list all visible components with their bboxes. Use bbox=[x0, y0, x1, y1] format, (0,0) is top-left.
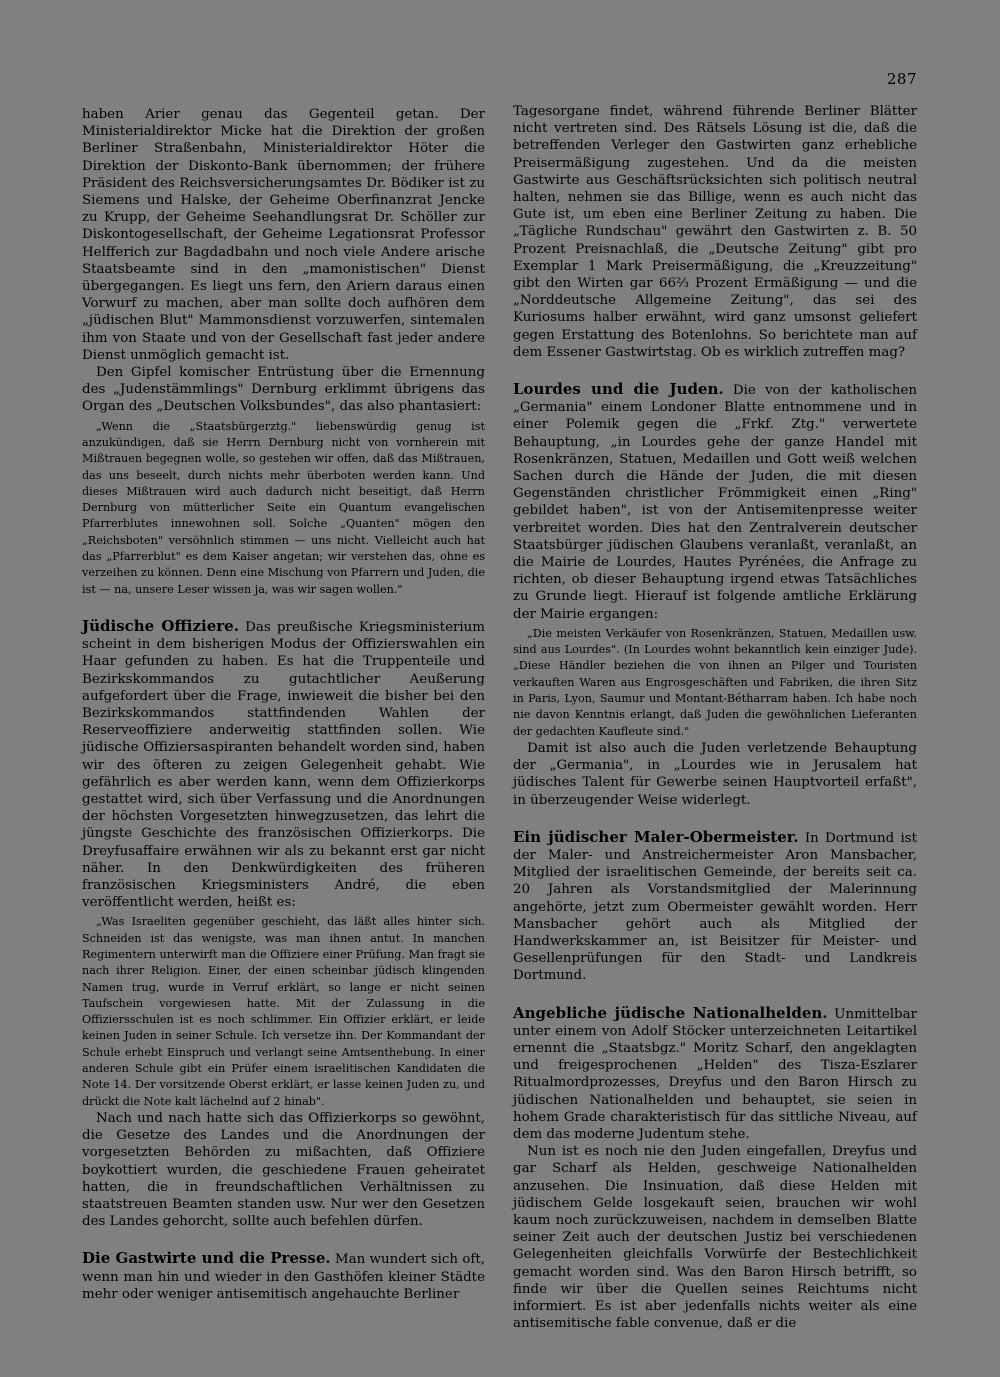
paragraph: Das preußische Kriegsministerium scheint in dem bisherigen Modus der Offizierswahlen ein Haar gefunden zu haben. Es hat die Truppenteile und Bezirkskommandos zu gutachtlicher Aeußerung aufgefordert über die Frage, inwieweit die bisher bei den Bezirkskommandos stattfindenden Wahlen der Reserveoffiziere anderweitig stattfinden sollen. Wie jüdische Offiziersaspiranten behandelt worden sind, haben wir des öfteren zu zeigen Gelegenheit gehabt. Wie gefährlich es aber werden kann, wenn dem Offizierkorps gestattet wird, sich über Verfassung und die Anordnungen der höchsten Vorgesetzten hinwegzusetzen, das lehrt die jüngste Geschichte des französischen Offizierkorps. Die Dreyfusaffaire erwähnen wir als zu bekannt erst gar nicht näher. In den Denkwürdigkeiten des früheren französischen Kriegsministers André, die eben veröffentlicht werden, heißt es: bbox=[82, 619, 485, 911]
paragraph: Nun ist es noch nie den Juden eingefallen, Dreyfus und gar Scharf als Helden, geschweige Nationalhelden anzusehen. Die Insinuation, daß diese Helden mit jüdischem Gelde losgekauft seien, brauchen wir wohl kaum noch zurückzuweisen, nachdem in demselben Blatte seiner Zeit auch der deutschen Justiz bei verschiedenen Gelegenheiten gleichfalls Vorwürfe der Bestechlichkeit gemacht worden sind. Was den Baron Hirsch betrifft, so finde wir über die Quellen seines Reichtums nicht informiert. Es ist aber jedenfalls nichts weiter als eine antisemitische fable convenue, daß er die bbox=[513, 1144, 917, 1332]
article-national-heroes bbox=[513, 1005, 917, 1333]
paragraph: Damit ist also auch die Juden verletzende Behauptung der „Germania", in „Lourdes wie in Jerusalem hat jüdisches Talent für Gewerbe seinen Hauptvorteil erfaßt", in überzeugender Weise widerlegt. bbox=[513, 740, 917, 808]
article-officers bbox=[82, 618, 485, 1230]
paragraph: Man wundert sich oft, wenn man hin und wieder in den Gasthöfen kleiner Städte mehr oder weniger antisemitisch angehauchte Berliner bbox=[82, 1252, 485, 1302]
article-heading: Jüdische Offiziere. bbox=[82, 616, 239, 635]
article-heading: Angebliche jüdische Nationalhelden. bbox=[513, 1003, 828, 1022]
paragraph: Nach und nach hatte sich das Offizierkorps so gewöhnt, die Gesetze des Landes und die Anordnungen der vorgesetzten Behörden zu mißachten, daß Offiziere boykottiert wurden, die geschiedene Frauen geheiratet hatten, die in freundschaftlichen Verhältnissen zu staatstreuen Beamten standen usw. Nur wer den Gesetzen des Landes gehorcht, sollte auch befehlen dürfen. bbox=[82, 1110, 485, 1230]
article-heading: Die Gastwirte und die Presse. bbox=[82, 1249, 331, 1268]
quotation: „Die meisten Verkäufer von Rosenkränzen, Statuen, Medaillen usw. sind aus Lourdes". (In Lourdes wohnt bekanntlich kein einziger Jude). „Diese Händler beziehen die von ihnen an Pilger und Touristen verkauften Waren aus Engrosgeschäften und Fabriken, die ihren Sitz in Paris, Lyon, Saumur und Montant-Bétharram haben. Ich habe noch nie davon Kenntnis erlangt, daß Juden die gewöhnlichen Lieferanten der gedachten Kaufleute sind." bbox=[513, 626, 917, 738]
paragraph: Die von der katholischen „Germania" einem Londoner Blatte entnommene und in einer Polemik gegen die „Frkf. Ztg." verwertete Behauptung, „in Lourdes gehe der ganze Handel mit Rosenkränzen, Statuen, Medaillen und Gott weiß welchen Sachen durch die Hände der Juden, die mit diesen Gegenständen christlicher Frömmigkeit einen „Ring" gebildet haben", ist von der Antisemitenpresse weiter verbreitet worden. Dies hat den Zentralverein deutscher Staatsbürger jüdischen Glaubens veranlaßt, veranlaßt, an die Mairie de Lourdes, Hautes Pyrénées, die Anfrage zu richten, ob dieser Behauptung irgend etwas Tatsächliches zu Grunde liegt. Hierauf ist folgende amtliche Erklärung der Mairie ergangen: bbox=[513, 383, 917, 622]
paragraph: Tagesorgane findet, während führende Berliner Blätter nicht vertreten sind. Des Rätsels Lösung ist die, daß die betreffenden Verleger den Gastwirten ganz erhebliche Preisermäßigung zugestehen. Und da die meisten Gastwirte aus Geschäftsrücksichten sich politisch neutral halten, nehmen sie das Billige, wenn es auch nicht das Gute ist, um eben eine Berliner Zeitung zu haben. Die „Tägliche Rundschau" gewährt den Gastwirten z. B. 50 Prozent Preisnachlaß, die „Deutsche Zeitung" gibt pro Exemplar 1 Mark Preisermäßigung, die „Kreuzzeitung" gibt den Wirten gar 66⅔ Prozent Ermäßigung — und die „Norddeutsche Allgemeine Zeitung", das sei des Kuriosums halber erwähnt, wird ganz umsonst geliefert gegen Erstattung des Botenlohns. So berichtete man auf dem Essener Gastwirtstag. Ob es wirklich zutreffen mag? bbox=[513, 104, 917, 360]
quotation: „Was Israeliten gegenüber geschieht, das läßt alles hinter sich. Schneiden ist das wenigste, was man ihnen antut. In manchen Regimentern unterwirft man die Offiziere einer Prüfung. Man fragt sie nach ihrer Religion. Einer, der einen scheinbar jüdisch klingenden Namen trug, wurde in Verruf erklärt, so lange er nicht seinen Taufschein vorgewiesen hatte. Mit der Zulassung in die Offiziersschulen ist es noch schlimmer. Ein Offizier erklärt, er leide keinen Juden in seiner Schule. Ich versetze ihn. Der Kommandant der Schule erhebt Einspruch und verlangt seine Amtsenthebung. In einer anderen Schule gibt ein Prüfer einem israelitischen Kandidaten die Note 14. Der vorsitzende Oberst erklärt, er lasse keinen Juden zu, und drückt die Note kalt lächelnd auf 2 hinab". bbox=[82, 915, 485, 1108]
right-column bbox=[513, 103, 917, 1332]
article-heading: Lourdes und die Juden. bbox=[513, 380, 724, 399]
quotation: „Wenn die „Staatsbürgerztg." liebenswürdig genug ist anzukündigen, daß sie Herrn Dernburg nicht von vornherein mit Mißtrauen begegnen wolle, so gestehen wir offen, daß das Mißtrauen, das uns beseelt, durch nichts mehr überboten werden kann. Und dieses Mißtrauen wird auch dadurch nicht beseitigt, daß Herrn Dernburg von mütterlicher Seite ein Quantum evangelischen Pfarrerblutes innewohnen soll. Solche „Quanten" mögen den „Reichsboten" versöhnlich stimmen — uns nicht. Vielleicht auch hat das „Pfarrerblut" es dem Kaiser angetan; wir verstehen das, ohne es verzeihen zu können. Denn eine Mischung von Pfarrern und Juden, die ist — na, unsere Leser wissen ja, was wir sagen wollen." bbox=[82, 419, 485, 596]
paragraph: In Dortmund ist der Maler- und Anstreichermeister Aron Mansbacher, Mitglied der israelitischen Gemeinde, der bereits seit ca. 20 Jahren als Vorstandsmitglied der Malerinnung angehörte, jetzt zum Obermeister gewählt worden. Herr Mansbacher gehört auch als Mitglied der Handwerkskammer an, ist Beisitzer für Meister- und Gesellenprüfungen für den Stadt- und Landkreis Dortmund. bbox=[513, 830, 917, 984]
paragraph: Unmittelbar unter einem von Adolf Stöcker unterzeichneten Leitartikel ernennt die „Staatsbgz." Moritz Scharf, den angeklagten und freigesprochenen „Helden" des Tisza-Eszlarer Ritualmordprozesses, Dreyfus und den Baron Hirsch zu jüdischen Nationalhelden und behauptet, sie seien in hohem Grade charakteristisch für das sittliche Niveau, auf dem das moderne Judentum stehe. bbox=[513, 1006, 917, 1143]
left-column bbox=[82, 106, 485, 1303]
paragraph: haben Arier genau das Gegenteil getan. Der Ministerialdirektor Micke hat die Direktion der großen Berliner Straßenbahn, Ministerialdirektor Höter die Direktion der Diskonto-Bank übernommen; der frühere Präsident des Reichsversicherungsamtes Dr. Bödiker ist zu Siemens und Halske, der Geheime Oberfinanzrat Jencke zu Krupp, der Geheime Seehandlungsrat Dr. Schöller zur Diskontogesellschaft, der Geheime Legationsrat Professor Helfferich zur Bagdadbahn und noch viele Andere arische Staatsbeamte sind in den „mamonistischen" Dienst übergegangen. Es liegt uns fern, den Ariern daraus einen Vorwurf zu machen, aber man sollte doch aufhören dem „jüdischen Blut" Mammonsdienst vorzuwerfen, sintemalen ihm von Staate und von der Gesellschaft fast jeder andere Dienst unmöglich gemacht ist. bbox=[82, 107, 485, 363]
article-lourdes bbox=[513, 381, 917, 809]
page-number: 287 bbox=[886, 70, 917, 88]
article-painter bbox=[513, 829, 917, 985]
paragraph: Den Gipfel komischer Entrüstung über die Ernennung des „Judenstämmlings" Dernburg erklimmt übrigens das Organ des „Deutschen Volksbundes", das also phantasiert: bbox=[82, 365, 485, 415]
article-innkeepers bbox=[82, 1250, 485, 1303]
article-heading: Ein jüdischer Maler-Obermeister. bbox=[513, 827, 799, 846]
